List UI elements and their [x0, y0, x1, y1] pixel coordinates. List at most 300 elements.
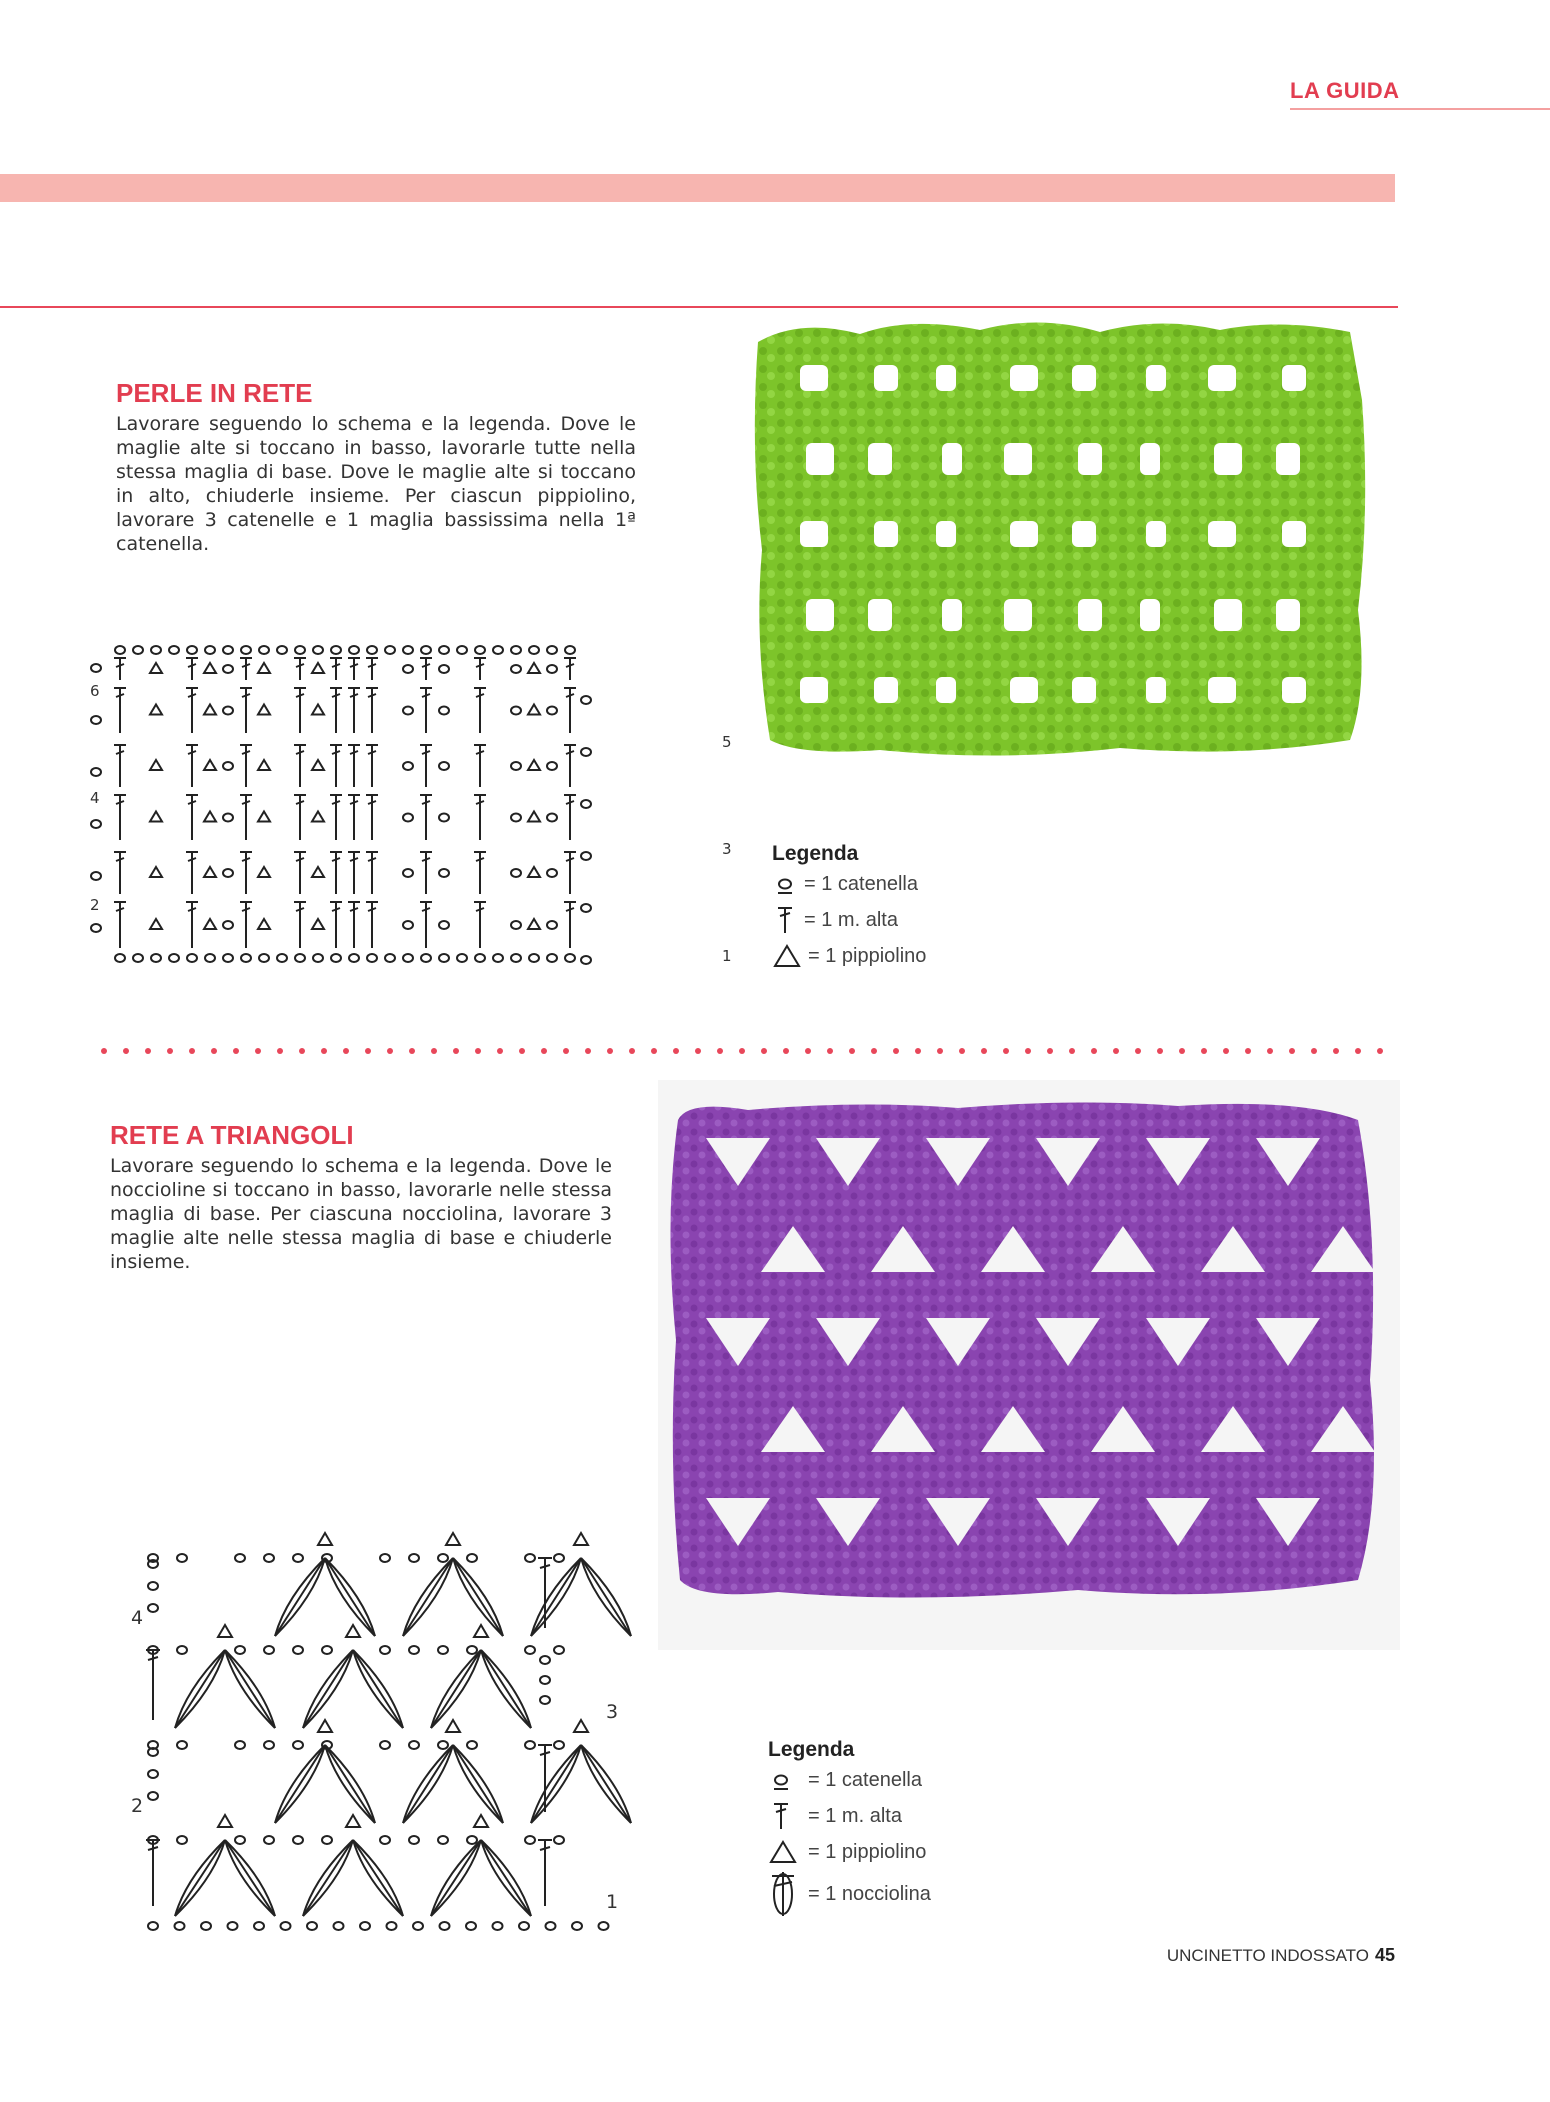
row-number: 1 — [722, 947, 732, 965]
picot-stitch — [528, 867, 540, 877]
chain-stitch — [493, 954, 503, 962]
chain-stitch — [547, 921, 557, 929]
picot-stitch — [204, 919, 216, 929]
chain-stitch — [403, 665, 413, 673]
picot-stitch — [258, 919, 270, 929]
double-crochet-stitch — [564, 688, 576, 733]
chain-stitch — [169, 954, 179, 962]
swatch-hole — [1208, 521, 1236, 547]
chain-stitch — [205, 646, 215, 654]
chain-stitch — [228, 1922, 238, 1930]
chain-stitch — [277, 646, 287, 654]
divider-dot — [563, 1048, 569, 1054]
row-number: 2 — [90, 896, 100, 914]
double-crochet-stitch — [146, 1650, 160, 1720]
double-crochet-stitch — [186, 852, 198, 894]
cluster-stitch — [453, 1745, 503, 1823]
double-crochet-stitch — [240, 852, 252, 894]
chain-stitch — [403, 954, 413, 962]
chain-stitch — [421, 954, 431, 962]
chain-stitch — [367, 954, 377, 962]
chain-stitch — [511, 665, 521, 673]
divider-dot — [1157, 1048, 1163, 1054]
chain-stitch — [254, 1922, 264, 1930]
chain-stitch — [235, 1836, 245, 1844]
swatch-hole — [942, 443, 962, 475]
divider-dot — [1311, 1048, 1317, 1054]
chain-stitch — [148, 1792, 158, 1800]
divider-dot — [1245, 1048, 1251, 1054]
double-crochet-stitch — [294, 688, 306, 733]
double-crochet-stitch — [474, 745, 486, 787]
chain-stitch — [241, 954, 251, 962]
chain-stitch — [91, 716, 101, 724]
chain-stitch — [148, 1770, 158, 1778]
chain-stitch — [133, 954, 143, 962]
swatch-hole — [936, 521, 956, 547]
swatch-hole — [1010, 677, 1038, 703]
double-crochet-stitch — [366, 902, 378, 948]
chain-stitch — [546, 1922, 556, 1930]
legend-label: = 1 m. alta — [804, 908, 898, 931]
chain-stitch — [409, 1741, 419, 1749]
pattern1-legend — [772, 842, 1072, 974]
divider-dot — [123, 1048, 129, 1054]
picot-stitch — [574, 1720, 588, 1732]
chain-stitch — [387, 1922, 397, 1930]
chain-stitch — [223, 954, 233, 962]
chain-stitch — [467, 1554, 477, 1562]
double-crochet-stitch — [564, 795, 576, 840]
picot-stitch — [312, 919, 324, 929]
double-crochet-stitch — [420, 852, 432, 894]
chain-stitch — [205, 954, 215, 962]
picot-icon — [768, 1839, 802, 1865]
chain-stitch — [380, 1646, 390, 1654]
picot-stitch — [312, 812, 324, 822]
chain-stitch — [581, 904, 591, 912]
swatch-hole — [1010, 521, 1038, 547]
chain-stitch — [467, 1741, 477, 1749]
double-crochet-stitch — [186, 658, 198, 680]
chain-stitch — [525, 1646, 535, 1654]
chain-stitch — [91, 924, 101, 932]
double-crochet-stitch — [420, 795, 432, 840]
divider-dot — [1289, 1048, 1295, 1054]
chain-stitch — [293, 1836, 303, 1844]
double-crochet-stitch — [420, 658, 432, 680]
divider-dot — [387, 1048, 393, 1054]
chain-stitch — [547, 646, 557, 654]
chain-stitch — [331, 954, 341, 962]
cluster-stitch — [303, 1840, 353, 1916]
divider-dot — [101, 1048, 107, 1054]
swatch-hole — [1078, 599, 1102, 631]
chain-stitch — [385, 646, 395, 654]
divider-dot — [827, 1048, 833, 1054]
swatch-hole — [868, 443, 892, 475]
divider-dot — [1333, 1048, 1339, 1054]
chain-stitch — [439, 762, 449, 770]
chain-stitch — [235, 1741, 245, 1749]
chain-stitch — [581, 696, 591, 704]
double-crochet-stitch — [114, 795, 126, 840]
double-crochet-stitch — [474, 852, 486, 894]
page-footer — [1167, 1945, 1395, 1966]
double-crochet-stitch — [114, 852, 126, 894]
section-tag-rule — [1290, 108, 1550, 110]
double-crochet-stitch — [348, 795, 360, 840]
chain-stitch — [313, 954, 323, 962]
swatch-hole — [1004, 599, 1032, 631]
cluster-stitch — [403, 1745, 453, 1823]
chain-stitch — [438, 1836, 448, 1844]
picot-stitch — [204, 812, 216, 822]
double-crochet-stitch — [330, 658, 342, 680]
swatch-hole — [1146, 521, 1166, 547]
row-number: 4 — [131, 1607, 144, 1629]
double-crochet-icon — [768, 1801, 802, 1831]
chain-stitch — [475, 954, 485, 962]
chain-stitch — [385, 954, 395, 962]
picot-stitch — [258, 760, 270, 770]
chain-stitch — [529, 646, 539, 654]
double-crochet-stitch — [330, 902, 342, 948]
divider-dot — [673, 1048, 679, 1054]
picot-stitch — [150, 867, 162, 877]
double-crochet-stitch — [420, 902, 432, 948]
divider-dot — [277, 1048, 283, 1054]
divider-dot — [365, 1048, 371, 1054]
cluster-stitch — [175, 1840, 225, 1916]
swatch-hole — [1010, 365, 1038, 391]
double-crochet-stitch — [146, 1840, 160, 1906]
divider-dot — [1069, 1048, 1075, 1054]
double-crochet-stitch — [366, 745, 378, 787]
swatch-hole — [1208, 365, 1236, 391]
chain-stitch — [91, 872, 101, 880]
pattern2-title: RETE A TRIANGOLI — [110, 1120, 354, 1150]
chain-stitch — [380, 1741, 390, 1749]
divider-dot — [761, 1048, 767, 1054]
row-number: 5 — [722, 733, 732, 751]
cluster-stitch — [481, 1650, 531, 1728]
double-crochet-stitch — [564, 658, 576, 680]
chain-stitch — [540, 1656, 550, 1664]
swatch-hole — [868, 599, 892, 631]
chain-stitch — [403, 869, 413, 877]
chain-stitch — [511, 954, 521, 962]
swatch-hole — [806, 443, 834, 475]
chain-stitch — [223, 665, 233, 673]
row-number: 3 — [606, 1701, 619, 1723]
chain-stitch — [413, 1922, 423, 1930]
chain-stitch — [148, 1582, 158, 1590]
divider-dot — [321, 1048, 327, 1054]
double-crochet-stitch — [114, 745, 126, 787]
chain-stitch — [439, 921, 449, 929]
chain-stitch — [599, 1922, 609, 1930]
picot-stitch — [150, 812, 162, 822]
double-crochet-stitch — [330, 688, 342, 733]
chain-stitch — [547, 707, 557, 715]
chain-stitch — [177, 1554, 187, 1562]
chain-stitch — [293, 1646, 303, 1654]
chain-stitch — [438, 1646, 448, 1654]
page-number: 45 — [1374, 1945, 1395, 1965]
double-crochet-stitch — [186, 688, 198, 733]
swatch-hole — [874, 677, 898, 703]
chain-stitch — [439, 814, 449, 822]
chain-stitch — [223, 869, 233, 877]
chain-stitch — [264, 1836, 274, 1844]
divider-dot — [541, 1048, 547, 1054]
chain-stitch — [438, 1741, 448, 1749]
chain-stitch — [281, 1922, 291, 1930]
chain-stitch — [177, 1836, 187, 1844]
chain-stitch — [511, 707, 521, 715]
divider-dot — [585, 1048, 591, 1054]
chain-stitch — [223, 646, 233, 654]
divider-dot — [937, 1048, 943, 1054]
swatch-hole — [1146, 677, 1166, 703]
divider-dot — [475, 1048, 481, 1054]
chain-stitch — [457, 646, 467, 654]
chain-stitch — [581, 852, 591, 860]
picot-stitch — [312, 760, 324, 770]
legend-item — [768, 1762, 1068, 1798]
swatch-hole — [1282, 677, 1306, 703]
divider-dot — [871, 1048, 877, 1054]
swatch-hole — [1072, 677, 1096, 703]
double-crochet-stitch — [420, 745, 432, 787]
swatch-hole — [806, 599, 834, 631]
swatch-hole — [1214, 443, 1242, 475]
picot-stitch — [474, 1815, 488, 1827]
divider-dot — [981, 1048, 987, 1054]
chain-stitch — [439, 665, 449, 673]
chain-stitch — [547, 954, 557, 962]
divider-dot — [1179, 1048, 1185, 1054]
cluster-stitch — [353, 1840, 403, 1916]
divider-dot — [959, 1048, 965, 1054]
double-crochet-stitch — [348, 852, 360, 894]
divider-dot — [519, 1048, 525, 1054]
picot-stitch — [528, 812, 540, 822]
legend-item — [772, 938, 1072, 974]
double-crochet-stitch — [474, 658, 486, 680]
cluster-stitch — [531, 1745, 581, 1823]
chain-stitch — [403, 762, 413, 770]
legend-item — [768, 1870, 1068, 1918]
double-crochet-stitch — [330, 795, 342, 840]
swatch-hole — [1072, 521, 1096, 547]
divider-dot — [497, 1048, 503, 1054]
divider-dot — [343, 1048, 349, 1054]
chain-stitch — [554, 1646, 564, 1654]
chain-stitch — [235, 1554, 245, 1562]
chain-stitch — [177, 1646, 187, 1654]
chain-stitch — [307, 1922, 317, 1930]
double-crochet-stitch — [348, 745, 360, 787]
divider-dot — [1201, 1048, 1207, 1054]
picot-stitch — [528, 919, 540, 929]
picot-stitch — [150, 919, 162, 929]
divider-dot — [739, 1048, 745, 1054]
swatch-hole — [1276, 599, 1300, 631]
chain-stitch — [529, 954, 539, 962]
chain-stitch — [581, 748, 591, 756]
double-crochet-stitch — [294, 745, 306, 787]
double-crochet-stitch — [538, 1840, 552, 1906]
chain-stitch — [313, 646, 323, 654]
double-crochet-stitch — [294, 852, 306, 894]
divider-dot — [1025, 1048, 1031, 1054]
double-crochet-stitch — [474, 688, 486, 733]
divider-dot — [211, 1048, 217, 1054]
chain-stitch — [187, 646, 197, 654]
swatch-hole — [1072, 365, 1096, 391]
legend-title: Legenda — [768, 1738, 855, 1761]
legend-item — [768, 1798, 1068, 1834]
cluster-stitch — [325, 1745, 375, 1823]
chain-stitch — [457, 954, 467, 962]
chain-stitch — [201, 1922, 211, 1930]
chain-stitch — [115, 646, 125, 654]
chain-stitch — [409, 1646, 419, 1654]
picot-icon — [772, 943, 802, 969]
double-crochet-stitch — [366, 795, 378, 840]
swatch-hole — [1146, 365, 1166, 391]
swatch-hole — [800, 365, 828, 391]
divider-dot — [299, 1048, 305, 1054]
divider-dot — [233, 1048, 239, 1054]
cluster-stitch — [431, 1840, 481, 1916]
picot-stitch — [258, 705, 270, 715]
chain-stitch — [439, 646, 449, 654]
chain-stitch — [511, 869, 521, 877]
swatch-hole — [874, 521, 898, 547]
double-crochet-stitch — [240, 688, 252, 733]
double-crochet-stitch — [186, 795, 198, 840]
divider-dot — [255, 1048, 261, 1054]
picot-stitch — [204, 663, 216, 673]
chain-stitch — [511, 814, 521, 822]
legend-label: = 1 nocciolina — [808, 1882, 931, 1905]
chain-stitch — [519, 1922, 529, 1930]
legend-label: = 1 pippiolino — [808, 944, 927, 967]
chain-stitch — [223, 921, 233, 929]
picot-stitch — [318, 1533, 332, 1545]
chain-stitch — [380, 1836, 390, 1844]
chain-stitch — [264, 1646, 274, 1654]
cluster-stitch — [225, 1650, 275, 1728]
picot-stitch — [258, 663, 270, 673]
cluster-stitch — [581, 1558, 631, 1636]
chain-stitch — [223, 707, 233, 715]
chain-stitch — [438, 1554, 448, 1562]
cluster-stitch — [581, 1745, 631, 1823]
row-number: 4 — [90, 789, 100, 807]
picot-stitch — [150, 760, 162, 770]
picot-stitch — [446, 1720, 460, 1732]
chain-stitch — [467, 1836, 477, 1844]
chain-stitch — [133, 646, 143, 654]
chain-stitch — [334, 1922, 344, 1930]
chain-stitch — [554, 1836, 564, 1844]
chain-stitch — [540, 1676, 550, 1684]
chain-stitch — [439, 869, 449, 877]
cluster-stitch — [353, 1650, 403, 1728]
double-crochet-stitch — [186, 745, 198, 787]
chain-icon — [772, 871, 798, 897]
chain-stitch — [565, 954, 575, 962]
picot-stitch — [150, 663, 162, 673]
legend-label: = 1 m. alta — [808, 1804, 902, 1827]
chain-stitch — [175, 1922, 185, 1930]
chain-stitch — [241, 646, 251, 654]
chain-stitch — [572, 1922, 582, 1930]
chain-stitch — [277, 954, 287, 962]
chain-stitch — [554, 1554, 564, 1562]
chain-stitch — [151, 646, 161, 654]
double-crochet-stitch — [294, 795, 306, 840]
double-crochet-stitch — [420, 688, 432, 733]
chain-stitch — [223, 814, 233, 822]
picot-stitch — [312, 705, 324, 715]
cluster-stitch — [453, 1558, 503, 1636]
swatch-hole — [1140, 599, 1160, 631]
purple-swatch-image — [658, 1080, 1400, 1650]
double-crochet-stitch — [114, 658, 126, 680]
double-crochet-stitch — [348, 658, 360, 680]
double-crochet-stitch — [240, 658, 252, 680]
chain-stitch — [259, 954, 269, 962]
dotted-divider — [100, 1044, 1400, 1058]
divider-dot — [1267, 1048, 1273, 1054]
chain-stitch — [493, 1922, 503, 1930]
chain-stitch — [151, 954, 161, 962]
picot-stitch — [318, 1720, 332, 1732]
double-crochet-stitch — [474, 795, 486, 840]
chain-stitch — [148, 1604, 158, 1612]
divider-dot — [167, 1048, 173, 1054]
divider-dot — [849, 1048, 855, 1054]
chain-stitch — [475, 646, 485, 654]
chain-stitch — [547, 665, 557, 673]
chain-stitch — [223, 762, 233, 770]
chain-stitch — [322, 1836, 332, 1844]
chain-stitch — [547, 814, 557, 822]
magazine-name: UNCINETTO INDOSSATO — [1166, 1946, 1369, 1965]
section-tag: LA GUIDA — [1290, 78, 1400, 103]
picot-stitch — [528, 760, 540, 770]
divider-dot — [1003, 1048, 1009, 1054]
chain-stitch — [349, 646, 359, 654]
row-number: 6 — [90, 682, 100, 700]
swatch-hole — [1214, 599, 1242, 631]
header-band — [0, 174, 1395, 202]
double-crochet-stitch — [240, 902, 252, 948]
double-crochet-stitch — [294, 658, 306, 680]
legend-item — [768, 1834, 1068, 1870]
picot-stitch — [204, 760, 216, 770]
picot-stitch — [204, 867, 216, 877]
picot-stitch — [312, 663, 324, 673]
chain-stitch — [493, 646, 503, 654]
swatch-hole — [1140, 443, 1160, 475]
picot-stitch — [528, 663, 540, 673]
